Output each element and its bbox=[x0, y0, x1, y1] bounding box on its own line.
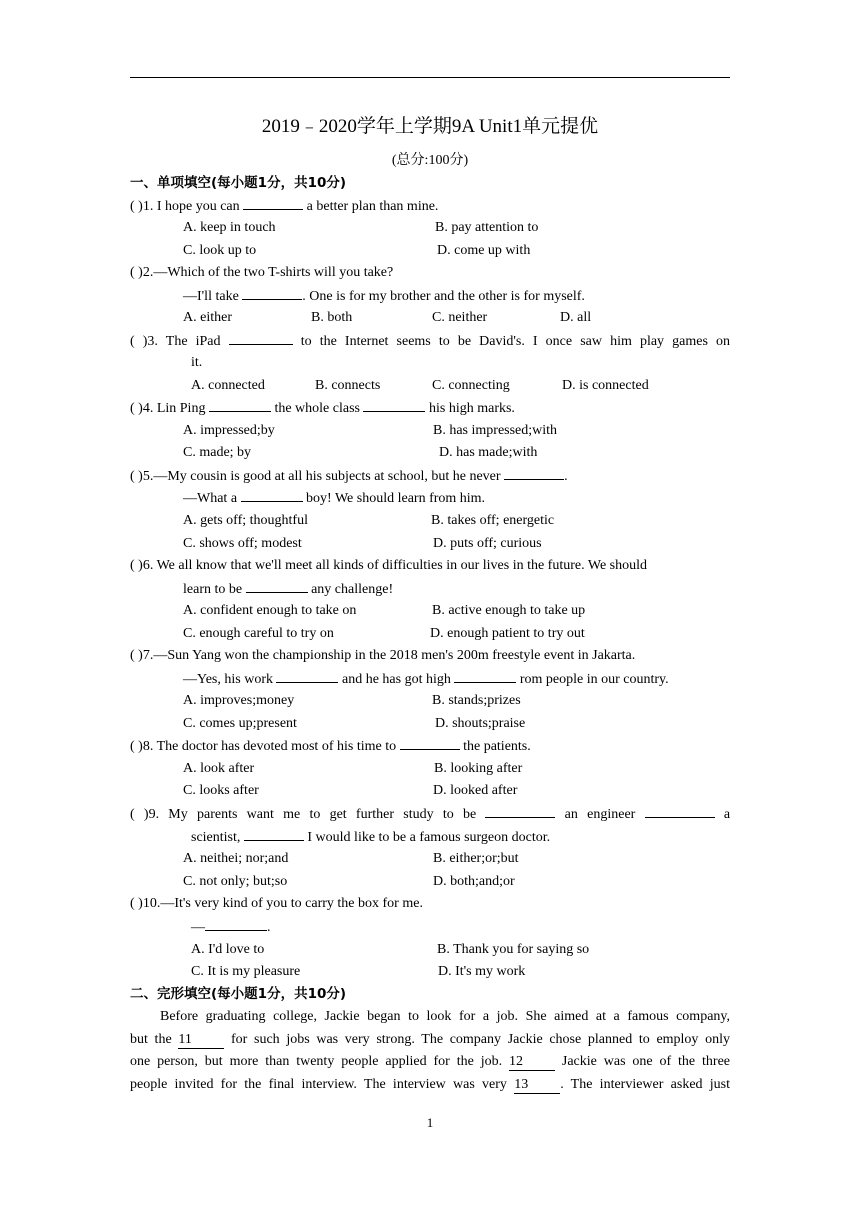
answer-paren: ( ) bbox=[130, 648, 143, 663]
option-b: B. stands;prizes bbox=[432, 693, 521, 708]
question-9-line-2 bbox=[191, 827, 550, 848]
blank[interactable] bbox=[243, 196, 303, 210]
option-a: A. look after bbox=[183, 761, 255, 776]
passage-line-1: Before graduating college, Jackie began to look for a job. She aimed at a famous company, bbox=[160, 1009, 730, 1024]
option-d: D. both;and;or bbox=[433, 874, 515, 889]
option-b: B. Thank you for saying so bbox=[437, 942, 590, 957]
answer-paren: ( ) bbox=[130, 334, 148, 349]
passage-text: people invited for the final interview. The interview was very bbox=[130, 1077, 507, 1092]
question-text: learn to be bbox=[183, 582, 243, 597]
option-c: C. looks after bbox=[183, 783, 259, 798]
question-6-line-2 bbox=[183, 579, 393, 600]
option-d: D. is connected bbox=[562, 378, 649, 393]
blank-12[interactable]: 12 bbox=[509, 1054, 555, 1071]
option-b: B. both bbox=[311, 310, 353, 325]
blank[interactable] bbox=[504, 466, 564, 480]
answer-paren: ( ) bbox=[130, 469, 143, 484]
answer-paren: ( ) bbox=[130, 558, 143, 573]
option-a: A. confident enough to take on bbox=[183, 603, 357, 618]
question-1 bbox=[130, 196, 438, 217]
option-a: A. gets off; thoughtful bbox=[183, 513, 308, 528]
option-c: C. look up to bbox=[183, 243, 257, 258]
option-d: D. puts off; curious bbox=[433, 536, 542, 551]
blank[interactable] bbox=[209, 398, 271, 412]
passage-line-2 bbox=[130, 1030, 730, 1050]
blank[interactable] bbox=[485, 804, 555, 818]
question-text: 2.—Which of the two T-shirts will you take? bbox=[142, 265, 394, 280]
option-d: D. all bbox=[560, 310, 592, 325]
passage-line-3 bbox=[130, 1052, 730, 1072]
option-c: C. comes up;present bbox=[183, 716, 297, 731]
option-c: C. not only; but;so bbox=[183, 874, 288, 889]
option-d: D. It's my work bbox=[438, 964, 526, 979]
passage-text: Jackie was one of the three bbox=[561, 1054, 731, 1069]
option-c: C. connecting bbox=[432, 378, 510, 393]
option-d: D. shouts;praise bbox=[435, 716, 526, 731]
option-d: D. enough patient to try out bbox=[430, 626, 585, 641]
option-b: B. either;or;but bbox=[433, 851, 519, 866]
total-score: (总分:100分) bbox=[391, 153, 469, 168]
question-text: —I'll take bbox=[183, 289, 239, 304]
question-text: scientist, bbox=[191, 830, 241, 845]
question-text: his high marks. bbox=[428, 401, 515, 416]
question-text: the patients. bbox=[463, 739, 531, 754]
blank[interactable] bbox=[244, 827, 304, 841]
option-c: C. neither bbox=[432, 310, 488, 325]
section-1-heading: 一、单项填空(每小题1分，共10分) bbox=[130, 175, 347, 191]
option-a: A. impressed;by bbox=[183, 423, 275, 438]
option-b: B. has impressed;with bbox=[433, 423, 558, 438]
question-10-line-2 bbox=[191, 917, 271, 938]
blank[interactable] bbox=[246, 579, 308, 593]
option-a: A. either bbox=[183, 310, 232, 325]
question-text: a bbox=[723, 807, 731, 822]
page-number: 1 bbox=[426, 1115, 434, 1130]
answer-paren: ( ) bbox=[130, 401, 143, 416]
question-8 bbox=[130, 736, 531, 757]
blank[interactable] bbox=[400, 736, 460, 750]
question-text: an engineer bbox=[564, 807, 636, 822]
question-text: I would like to be a famous surgeon doctor. bbox=[307, 830, 551, 845]
question-text: —Yes, his work bbox=[183, 672, 273, 687]
blank-11[interactable]: 11 bbox=[178, 1032, 224, 1049]
option-c: C. It is my pleasure bbox=[191, 964, 301, 979]
passage-text: one person, but more than twenty people applied for the job. bbox=[130, 1054, 503, 1069]
question-text: any challenge! bbox=[311, 582, 394, 597]
question-2 bbox=[130, 263, 393, 283]
option-b: B. pay attention to bbox=[435, 220, 539, 235]
option-a: A. keep in touch bbox=[183, 220, 276, 235]
answer-paren: ( ) bbox=[130, 265, 143, 280]
question-5-line-2 bbox=[183, 488, 485, 509]
answer-paren: ( ) bbox=[130, 896, 143, 911]
question-text: . One is for my brother and the other is for myself. bbox=[302, 289, 585, 304]
question-6 bbox=[130, 556, 647, 576]
question-text: . bbox=[564, 469, 568, 484]
question-4 bbox=[130, 398, 515, 419]
question-text: —What a bbox=[183, 491, 238, 506]
blank[interactable] bbox=[454, 669, 516, 683]
question-2-line-2 bbox=[183, 286, 585, 307]
answer-paren: ( ) bbox=[130, 739, 143, 754]
question-text: a better plan than mine. bbox=[306, 199, 439, 214]
blank[interactable] bbox=[276, 669, 338, 683]
passage-text: but the bbox=[130, 1032, 172, 1047]
option-d: D. looked after bbox=[433, 783, 518, 798]
page-title: 2019﹣2020学年上学期9A Unit1单元提优 bbox=[261, 116, 599, 137]
option-c: C. made; by bbox=[183, 445, 252, 460]
option-a: A. I'd love to bbox=[191, 942, 265, 957]
blank-13[interactable]: 13 bbox=[514, 1077, 560, 1094]
passage-text: for such jobs was very strong. The company Jackie chose planned to employ only bbox=[231, 1032, 730, 1047]
option-d: D. has made;with bbox=[439, 445, 538, 460]
question-text: to the Internet seems to be David's. I once saw him play games on bbox=[300, 334, 731, 349]
option-c: C. shows off; modest bbox=[183, 536, 302, 551]
question-text: and he has got high bbox=[341, 672, 451, 687]
question-5 bbox=[130, 466, 568, 487]
question-7 bbox=[130, 646, 635, 666]
question-text: 10.—It's very kind of you to carry the box for me. bbox=[142, 896, 423, 911]
blank[interactable] bbox=[242, 286, 302, 300]
option-b: B. looking after bbox=[434, 761, 523, 776]
question-text: 1. I hope you can bbox=[142, 199, 240, 214]
passage-line-4 bbox=[130, 1075, 730, 1095]
question-3-line-2: it. bbox=[191, 355, 203, 370]
question-text: 8. The doctor has devoted most of his time to bbox=[142, 739, 397, 754]
question-text: 3. The iPad bbox=[147, 334, 221, 349]
option-c: C. enough careful to try on bbox=[183, 626, 334, 641]
answer-paren: ( ) bbox=[130, 199, 143, 214]
question-text: — bbox=[191, 920, 205, 935]
question-7-line-2 bbox=[183, 669, 669, 690]
question-text: . bbox=[267, 920, 271, 935]
question-text: 9. My parents want me to get further study to be bbox=[148, 807, 477, 822]
question-3 bbox=[130, 331, 730, 352]
passage-text: . The interviewer asked just bbox=[560, 1077, 731, 1092]
blank[interactable] bbox=[229, 331, 293, 345]
answer-paren: ( ) bbox=[130, 807, 149, 822]
blank[interactable] bbox=[645, 804, 715, 818]
option-a: A. improves;money bbox=[183, 693, 295, 708]
question-text: 6. We all know that we'll meet all kinds of difficulties in our lives in the future. We should bbox=[142, 558, 648, 573]
option-b: B. active enough to take up bbox=[432, 603, 586, 618]
header-rule bbox=[130, 77, 730, 78]
question-9 bbox=[130, 804, 730, 825]
question-text: boy! We should learn from him. bbox=[306, 491, 486, 506]
option-a: A. connected bbox=[191, 378, 265, 393]
section-2-heading: 二、完形填空(每小题1分，共10分) bbox=[130, 986, 347, 1002]
blank[interactable] bbox=[363, 398, 425, 412]
blank[interactable] bbox=[205, 917, 267, 931]
question-text: 4. Lin Ping bbox=[142, 401, 206, 416]
option-b: B. connects bbox=[315, 378, 381, 393]
option-d: D. come up with bbox=[437, 243, 531, 258]
question-text: 5.—My cousin is good at all his subjects at school, but he never bbox=[142, 469, 501, 484]
option-a: A. neithei; nor;and bbox=[183, 851, 289, 866]
question-text: 7.—Sun Yang won the championship in the 2018 men's 200m freestyle event in Jakarta. bbox=[142, 648, 636, 663]
question-10 bbox=[130, 894, 423, 914]
question-text: the whole class bbox=[274, 401, 360, 416]
question-text: rom people in our country. bbox=[519, 672, 669, 687]
option-b: B. takes off; energetic bbox=[431, 513, 555, 528]
blank[interactable] bbox=[241, 488, 303, 502]
